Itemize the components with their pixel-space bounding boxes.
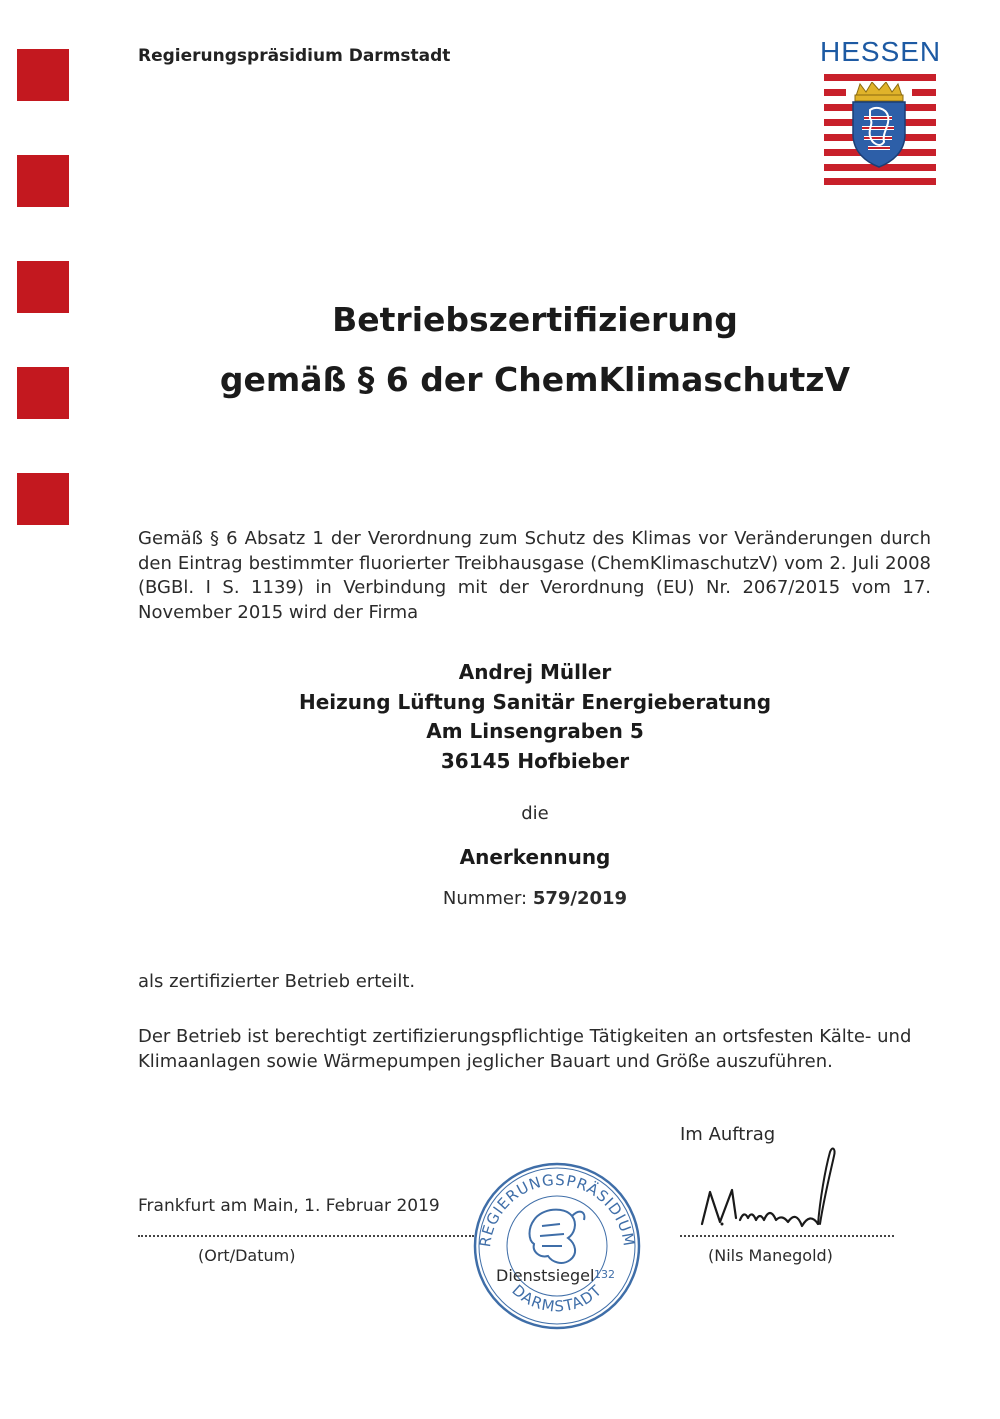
place-date: Frankfurt am Main, 1. Februar 2019	[138, 1196, 440, 1216]
recognition-heading: Anerkennung	[459, 845, 611, 869]
number-value: 579/2019	[532, 888, 628, 909]
lion-icon	[530, 1210, 585, 1263]
authority-name: Regierungspräsidium Darmstadt	[138, 46, 451, 66]
hessen-logo	[820, 36, 942, 186]
red-square-1	[17, 49, 69, 101]
company-block	[0, 658, 1000, 776]
company-city: 36145 Hofbieber	[440, 748, 630, 773]
red-square-5	[17, 473, 69, 525]
title-line-1: Betriebszertifizierung	[332, 300, 738, 339]
seal-number: 132	[594, 1268, 615, 1281]
hessen-coat-of-arms-icon	[846, 82, 912, 168]
seal-city: DARMSTADT	[508, 1281, 606, 1316]
company-name: Andrej Müller	[458, 660, 612, 684]
die-text: die	[521, 803, 549, 824]
official-seal	[472, 1160, 642, 1332]
intro-paragraph: Gemäß § 6 Absatz 1 der Verordnung zum Schutz des Klimas vor Veränderungen durch den Eintrag bestimmter fluorierter Treibhausgase (ChemKlimaschutzV) vom 2. Juli 2008 (BGBl. I S. 1139) in Verbindung mit der Verordnung (EU) Nr. 2067/2015 vom 17. November 2015 wird der Firma	[138, 528, 931, 623]
handwritten-signature	[680, 1140, 850, 1240]
im-auftrag: Im Auftrag	[680, 1124, 776, 1145]
granted-text: als zertifizierter Betrieb erteilt.	[138, 971, 416, 992]
hessen-wordmark: HESSEN	[820, 36, 942, 67]
recognition-number	[0, 888, 1000, 909]
svg-text:DARMSTADT	[508, 1281, 605, 1316]
company-business: Heizung Lüftung Sanitär Energieberatung	[298, 689, 772, 714]
place-date-caption: (Ort/Datum)	[198, 1246, 296, 1265]
authorization-paragraph: Der Betrieb ist berechtigt zertifizierungspflichtige Tätigkeiten an ortsfesten Kälte- und Klimaanlagen sowie Wärmepumpen jeglicher Bauart und Größe auszuführen.	[138, 1026, 912, 1072]
title-line-2: gemäß § 6 der ChemKlimaschutzV	[219, 360, 851, 399]
number-label: Nummer:	[442, 888, 528, 909]
red-square-2	[17, 155, 69, 207]
company-street: Am Linsengraben 5	[426, 719, 644, 743]
seal-label: Dienstsiegel	[496, 1266, 595, 1285]
signer-caption: (Nils Manegold)	[708, 1246, 833, 1265]
seal-ring-text: REGIERUNGSPRÄSIDIUM	[476, 1170, 639, 1249]
place-date-line	[138, 1235, 474, 1237]
